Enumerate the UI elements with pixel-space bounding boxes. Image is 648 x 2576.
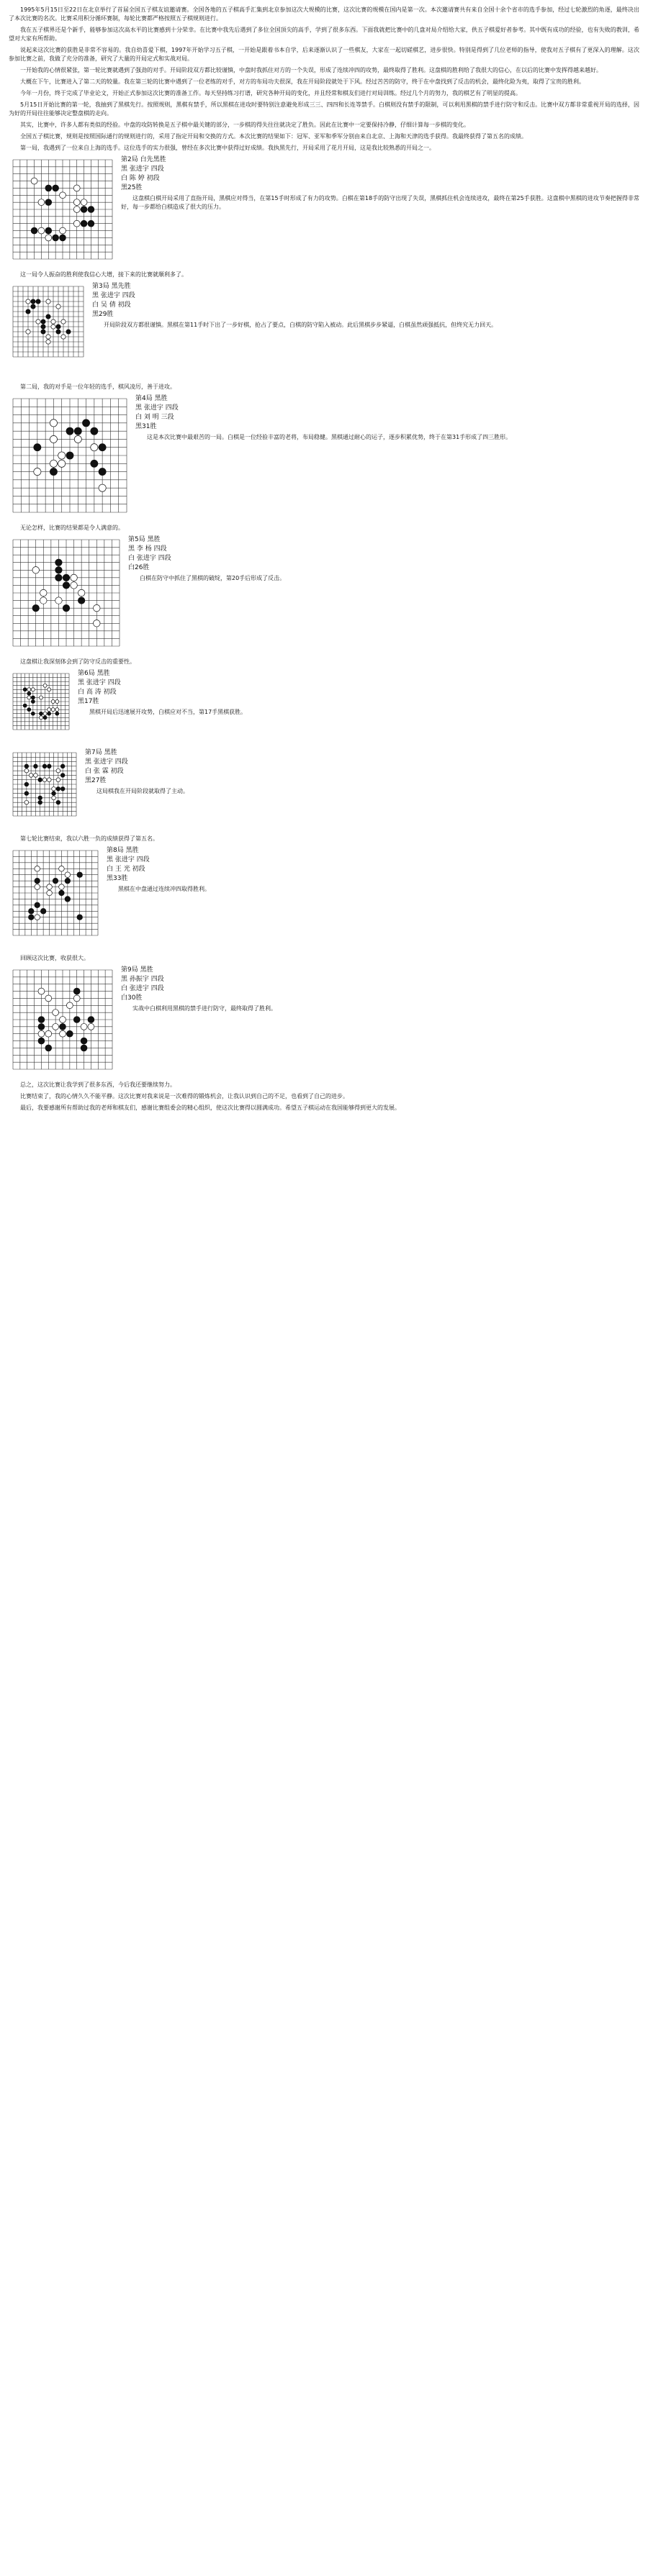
white-stone: [45, 995, 52, 1002]
white-player: 白 刘 明 三段: [135, 414, 174, 421]
black-stone: [63, 582, 70, 589]
black-stone: [23, 688, 27, 691]
white-stone: [51, 325, 55, 329]
black-stone: [38, 1017, 45, 1023]
white-player: 白 张 霖 初段: [85, 768, 124, 775]
black-stone: [38, 1038, 45, 1044]
gomoku-board: [9, 535, 124, 653]
white-stone: [55, 699, 59, 703]
white-stone: [61, 319, 66, 324]
black-stone: [66, 330, 71, 334]
black-stone: [55, 567, 63, 574]
black-stone: [74, 427, 81, 435]
game-title: 第9局 黑胜: [121, 966, 153, 974]
gomoku-board: [9, 669, 73, 744]
black-stone: [59, 890, 65, 896]
white-stone: [60, 1030, 66, 1037]
white-stone: [31, 688, 35, 691]
game-comment: 实战中白棋利用黑棋的禁手进行防守，最终取得了胜利。: [132, 1005, 276, 1012]
article-paragraph: 全国五子棋比赛，规则是按照国际通行的规则进行的，采用了指定开局和交换的方式。本次比赛的结果如下：冠军、亚军和季军分别由来自北京、上海和天津的选手获得。我最终获得了第五名的成绩。: [20, 133, 527, 140]
black-stone: [60, 235, 66, 241]
white-stone: [74, 435, 81, 443]
white-stone: [24, 768, 29, 773]
white-stone: [91, 444, 98, 451]
black-stone: [31, 699, 35, 703]
black-stone: [31, 304, 35, 309]
black-stone: [43, 716, 47, 720]
black-stone: [99, 468, 106, 475]
game-comment: 黑棋在中盘通过连续冲四取得胜利。: [118, 886, 210, 892]
article-paragraph: 第七轮比赛结束，我以六胜一负的成绩获得了第五名。: [20, 835, 158, 842]
black-player: 黑 张进宇 四段: [135, 404, 179, 412]
black-stone: [35, 878, 40, 884]
black-stone: [28, 915, 34, 920]
article-paragraph: 说起来这次比赛的获胜是非常不容易的。我自幼喜爱下棋，1997年开始学习五子棋，一开始是跟着书本自学，后来逐渐认识了一些棋友，大家在一起切磋棋艺，进步很快。特别是得到了几位老师的指导，使我对五子棋有了更深入的理解。这次参加比赛之前，我做了充分的准备，研究了大量的开局定式和实战对局。: [9, 47, 639, 62]
article-paragraph: 这一局令人振奋的胜利使我信心大增，接下来的比赛就顺利多了。: [20, 271, 187, 278]
white-stone: [27, 696, 31, 699]
article-paragraph: 大概在下午，比赛进入了第二天的较量。我在第三轮的比赛中遇到了一位老练的对手，对方的布局功夫很深，我在开局阶段就处于下风。经过苦苦的防守，终于在中盘找到了反击的机会，最终化险为夷，取得了宝贵的胜利。: [20, 78, 585, 85]
black-stone: [52, 792, 56, 796]
black-stone: [31, 299, 35, 304]
board-diagram-5: [9, 669, 73, 741]
black-stone: [55, 574, 63, 581]
black-stone: [48, 712, 51, 715]
black-stone: [41, 325, 45, 329]
black-stone: [60, 764, 65, 768]
black-stone: [56, 330, 60, 334]
black-stone: [77, 872, 83, 878]
white-stone: [55, 708, 59, 712]
black-stone: [28, 908, 34, 914]
white-stone: [46, 335, 50, 339]
game-figure-2: [9, 282, 639, 378]
white-stone: [45, 1030, 52, 1037]
board-diagram-8: [9, 966, 117, 1074]
board-diagram-7: [9, 846, 102, 947]
white-stone: [78, 589, 85, 597]
white-stone: [52, 786, 56, 791]
black-stone: [60, 774, 65, 778]
game-result: 黑31胜: [135, 423, 157, 430]
gomoku-board: [9, 282, 88, 378]
white-stone: [39, 716, 42, 720]
black-stone: [73, 988, 80, 994]
black-stone: [45, 199, 52, 206]
black-stone: [38, 796, 42, 800]
white-stone: [31, 178, 37, 184]
black-player: 黑 张进宇 四段: [92, 292, 135, 299]
gomoku-board: [9, 394, 131, 520]
black-stone: [56, 800, 60, 804]
game-figure-4: [9, 535, 639, 653]
white-stone: [60, 192, 66, 199]
white-stone: [66, 1002, 73, 1009]
white-stone: [73, 207, 80, 213]
white-stone: [51, 319, 55, 324]
game-comment: 这是本次比赛中最艰苦的一局。白棋是一位经验丰富的老将，布局稳健。黑棋通过耐心的运子，逐步积累优势，终于在第31手形成了四三胜形。: [147, 434, 512, 440]
white-stone: [46, 340, 50, 344]
article-paragraph: 1995年5月15日至22日在北京举行了首届全国五子棋友谊邀请赛。全国各地的五子棋高手汇集到北京参加这次大规模的比赛，这次比赛的规模在国内是第一次。本次邀请赛共有来自全国十余个省市的选手参加，经过七轮激烈的角逐，最终决出了本次比赛的名次。比赛采用积分循环赛制，每轮比赛都严格按照五子棋规则进行。: [9, 6, 639, 22]
white-stone: [88, 1023, 94, 1030]
white-stone: [73, 995, 80, 1002]
black-stone: [24, 782, 29, 786]
black-stone: [91, 427, 98, 435]
game-comment: 白棋在防守中抓住了黑棋的破绽，第20手后形成了反击。: [140, 575, 286, 581]
article-paragraph: 最后，我要感谢所有帮助过我的老师和棋友们，感谢比赛组委会的精心组织，使这次比赛得以圆满成功。希望五子棋运动在我国能够得到更大的发展。: [20, 1105, 400, 1111]
article-paragraph: 其实，比赛中，许多人都有类似的经验。中盘的攻防转换是五子棋中最关键的部分，一步棋的得失往往就决定了胜负。因此在比赛中一定要保持冷静，仔细计算每一步棋的变化。: [20, 122, 469, 128]
white-stone: [40, 589, 48, 597]
game-result: 黑33胜: [107, 875, 128, 882]
white-player: 白 张进宇 四段: [121, 985, 164, 992]
black-stone: [34, 764, 38, 768]
game-title: 第3局 黑先胜: [92, 283, 131, 290]
white-stone: [56, 768, 60, 773]
white-stone: [73, 199, 80, 206]
white-stone: [51, 708, 55, 712]
black-player: 黑 张进宇 四段: [107, 856, 150, 863]
game-result: 黑29胜: [92, 311, 114, 318]
black-stone: [38, 778, 42, 782]
white-player: 白 陈 婷 初段: [121, 175, 160, 182]
black-stone: [36, 299, 40, 304]
black-stone: [81, 1038, 87, 1044]
white-stone: [73, 185, 80, 191]
game-figure-6: [9, 748, 639, 830]
game-result: 黑27胜: [85, 777, 107, 784]
white-stone: [29, 774, 33, 778]
black-stone: [42, 764, 47, 768]
white-stone: [34, 468, 41, 475]
white-stone: [94, 604, 101, 612]
black-stone: [81, 1045, 87, 1051]
black-stone: [45, 227, 52, 234]
black-stone: [40, 908, 46, 914]
black-stone: [26, 309, 30, 314]
black-stone: [60, 1023, 66, 1030]
black-stone: [41, 319, 45, 324]
black-stone: [66, 427, 73, 435]
white-stone: [50, 435, 57, 443]
game-result: 白30胜: [121, 994, 143, 1002]
game-title: 第2局 白先黑胜: [121, 156, 166, 163]
white-stone: [50, 419, 57, 427]
black-stone: [47, 764, 51, 768]
game-comment: 开局阶段双方都很谨慎。黑棋在第11手时下出了一步好棋，抢占了要点，白棋的防守陷入被动。此后黑棋步步紧逼，白棋虽然顽强抵抗，但终究无力回天。: [104, 322, 498, 328]
black-stone: [65, 897, 71, 902]
white-player: 白 高 涛 初段: [78, 689, 117, 696]
black-stone: [45, 1045, 52, 1051]
game-result: 黑17胜: [78, 698, 99, 705]
white-stone: [60, 227, 66, 234]
black-stone: [32, 604, 40, 612]
white-stone: [94, 620, 101, 627]
article-paragraph: 我在五子棋界还是个新手，能够参加这次高水平的比赛感到十分荣幸。在比赛中我先后遇到了多位全国顶尖的高手，学到了很多东西。下面我就把比赛中的几盘对局介绍给大家，供五子棋爱好者参考。其中既有成功的经验，也有失败的教训，希望对大家有所帮助。: [9, 27, 639, 42]
white-stone: [71, 582, 78, 589]
article-paragraph: 比赛结束了，我的心情久久不能平静。这次比赛对我来说是一次难得的锻炼机会，让我认识到自己的不足，也看到了自己的进步。: [20, 1093, 348, 1099]
black-stone: [65, 878, 71, 884]
game-figure-7: [9, 846, 639, 950]
white-stone: [59, 866, 65, 871]
game-comment: 这局棋我在开局阶段就取得了主动。: [96, 788, 189, 794]
article-paragraph: 第一局，我遇到了一位来自上海的选手。这位选手的实力很强，曾经在多次比赛中获得过好成绩。我执黑先行，开局采用了花月开局，这是我比较熟悉的开局之一。: [20, 145, 435, 151]
black-stone: [73, 1017, 80, 1023]
white-stone: [53, 1010, 59, 1016]
white-stone: [38, 227, 45, 234]
white-stone: [35, 884, 40, 890]
black-stone: [78, 597, 85, 604]
white-stone: [81, 199, 87, 206]
black-stone: [55, 712, 59, 715]
article-paragraph: 总之，这次比赛让我学到了很多东西，今后我还要继续努力。: [20, 1081, 176, 1088]
black-player: 黑 李 杨 四段: [128, 545, 167, 553]
game-figure-3: [9, 394, 639, 520]
black-stone: [56, 786, 60, 791]
black-stone: [81, 207, 87, 213]
white-stone: [65, 872, 71, 878]
black-stone: [99, 444, 106, 451]
black-stone: [23, 704, 27, 707]
gomoku-board: [9, 155, 117, 266]
gomoku-board: [9, 966, 117, 1076]
white-stone: [48, 708, 51, 712]
game-title: 第5局 黑胜: [128, 536, 161, 543]
black-stone: [88, 220, 94, 227]
white-stone: [51, 699, 55, 703]
black-player: 黑 张进宇 四段: [121, 165, 164, 173]
black-stone: [88, 1017, 94, 1023]
black-stone: [27, 708, 31, 712]
white-stone: [50, 460, 57, 467]
article-paragraph: 第二局，我的对手是一位年轻的选手，棋风凌厉，善于进攻。: [20, 384, 176, 390]
white-stone: [47, 890, 53, 896]
game-title: 第8局 黑胜: [107, 847, 139, 854]
article-paragraph: 回顾这次比赛，收获很大。: [20, 955, 89, 961]
game-result: 黑25胜: [121, 184, 143, 191]
black-stone: [53, 878, 58, 884]
white-player: 白 吴 倩 初段: [92, 301, 131, 309]
black-stone: [66, 452, 73, 459]
black-stone: [31, 712, 35, 715]
black-stone: [31, 696, 35, 699]
game-figure-8: [9, 966, 639, 1076]
white-stone: [34, 774, 38, 778]
article-paragraph: 无论怎样，比赛的结果都是令人满意的。: [20, 525, 124, 531]
game-title: 第7局 黑胜: [85, 749, 117, 756]
game-result: 白26胜: [128, 564, 150, 571]
white-player: 白 王 光 初段: [107, 866, 145, 873]
black-stone: [56, 325, 60, 329]
black-stone: [27, 691, 31, 695]
white-stone: [58, 460, 66, 467]
board-diagram-4: [9, 535, 124, 650]
black-stone: [38, 1023, 45, 1030]
white-stone: [38, 1030, 45, 1037]
white-stone: [39, 696, 42, 699]
white-stone: [35, 915, 40, 920]
gomoku-board: [9, 846, 102, 950]
gomoku-board: [9, 748, 81, 830]
black-stone: [88, 207, 94, 213]
black-stone: [53, 235, 59, 241]
white-stone: [46, 299, 50, 304]
white-stone: [43, 712, 47, 715]
black-stone: [77, 915, 83, 920]
black-stone: [34, 444, 41, 451]
white-stone: [73, 220, 80, 227]
game-title: 第6局 黑胜: [78, 670, 110, 677]
white-stone: [24, 800, 29, 804]
black-stone: [60, 786, 65, 791]
black-stone: [35, 902, 40, 908]
black-stone: [31, 227, 37, 234]
black-stone: [63, 574, 70, 581]
board-diagram-1: [9, 155, 117, 263]
board-diagram-6: [9, 748, 81, 827]
white-stone: [81, 1023, 87, 1030]
article-paragraph: 一开始我的心情很紧张，第一轮比赛就遇到了强劲的对手。开局阶段双方都比较谨慎，中盘时我抓住对方的一个失误，形成了连续冲四的攻势，最终取得了胜利。这盘棋的胜利给了我很大的信心，在以后的比赛中发挥得越来越好。: [20, 67, 602, 73]
white-stone: [56, 304, 60, 309]
black-player: 黑 孙振宇 四段: [121, 976, 164, 983]
board-diagram-2: [9, 282, 88, 376]
black-stone: [50, 468, 57, 475]
black-stone: [53, 185, 59, 191]
game-figure-5: [9, 669, 639, 744]
black-stone: [46, 314, 50, 319]
game-title: 第4局 黑胜: [135, 395, 168, 402]
article-paragraph: 今年一月份，终于完成了毕业论文，开始正式参加这次比赛的准备工作。每天坚持练习打谱，研究各种开局的变化，并且经常和棋友们进行对局训练。经过几个月的努力，我的棋艺有了明显的提高。: [20, 90, 521, 96]
white-stone: [52, 796, 56, 800]
white-stone: [40, 597, 48, 604]
white-stone: [32, 567, 40, 574]
black-stone: [55, 559, 63, 566]
game-figure-1: [9, 155, 639, 266]
white-stone: [60, 1017, 66, 1023]
black-stone: [82, 419, 89, 427]
white-stone: [61, 335, 66, 339]
white-stone: [26, 330, 30, 334]
white-stone: [42, 778, 47, 782]
white-stone: [58, 452, 66, 459]
white-stone: [38, 199, 45, 206]
black-stone: [81, 220, 87, 227]
black-stone: [45, 185, 52, 191]
white-stone: [56, 778, 60, 782]
black-stone: [24, 792, 29, 796]
white-stone: [35, 866, 40, 871]
white-stone: [45, 235, 52, 241]
white-stone: [71, 574, 78, 581]
game-comment: 这盘棋白棋开局采用了直指开局，黑棋应对得当，在第15手时形成了有力的攻势。白棋在第18手的防守出现了失误，黑棋抓住机会连续进攻，最终在第25手获胜。这盘棋中黑棋的进攻节奏把握得非常好，每一步都给白棋造成了很大的压力。: [121, 195, 639, 210]
white-stone: [99, 484, 106, 491]
white-stone: [47, 778, 51, 782]
white-player: 白 张进宇 四段: [128, 555, 171, 562]
white-stone: [38, 988, 45, 994]
white-stone: [47, 884, 53, 890]
black-stone: [24, 764, 29, 768]
article-paragraph: 5月15日开始比赛的第一轮，我抽到了黑棋先行。按照规则，黑棋有禁手，所以黑棋在进攻时要特别注意避免形成三三、四四和长连等禁手。白棋则没有禁手的限制，可以利用黑棋的禁手进行防守和反击。比赛中双方都非常重视开局的选择，因为好的开局往往能够决定整盘棋的走向。: [9, 101, 639, 117]
black-stone: [41, 330, 45, 334]
white-stone: [26, 299, 30, 304]
black-stone: [91, 460, 98, 467]
white-stone: [27, 688, 31, 691]
article-paragraph: 这盘棋让我深刻体会到了防守反击的重要性。: [20, 658, 135, 665]
black-stone: [39, 712, 42, 715]
white-stone: [55, 597, 63, 604]
white-stone: [48, 688, 51, 691]
white-stone: [53, 1023, 59, 1030]
black-player: 黑 张进宇 四段: [85, 758, 128, 766]
black-stone: [63, 604, 70, 612]
black-player: 黑 张进宇 四段: [78, 679, 121, 686]
white-stone: [43, 684, 47, 687]
white-stone: [59, 884, 65, 890]
black-stone: [38, 800, 42, 804]
game-comment: 黑棋开局后迅速展开攻势，白棋应对不当，第17手黑棋获胜。: [89, 709, 247, 715]
board-diagram-3: [9, 394, 131, 517]
white-stone: [36, 319, 40, 324]
black-stone: [66, 1030, 73, 1037]
